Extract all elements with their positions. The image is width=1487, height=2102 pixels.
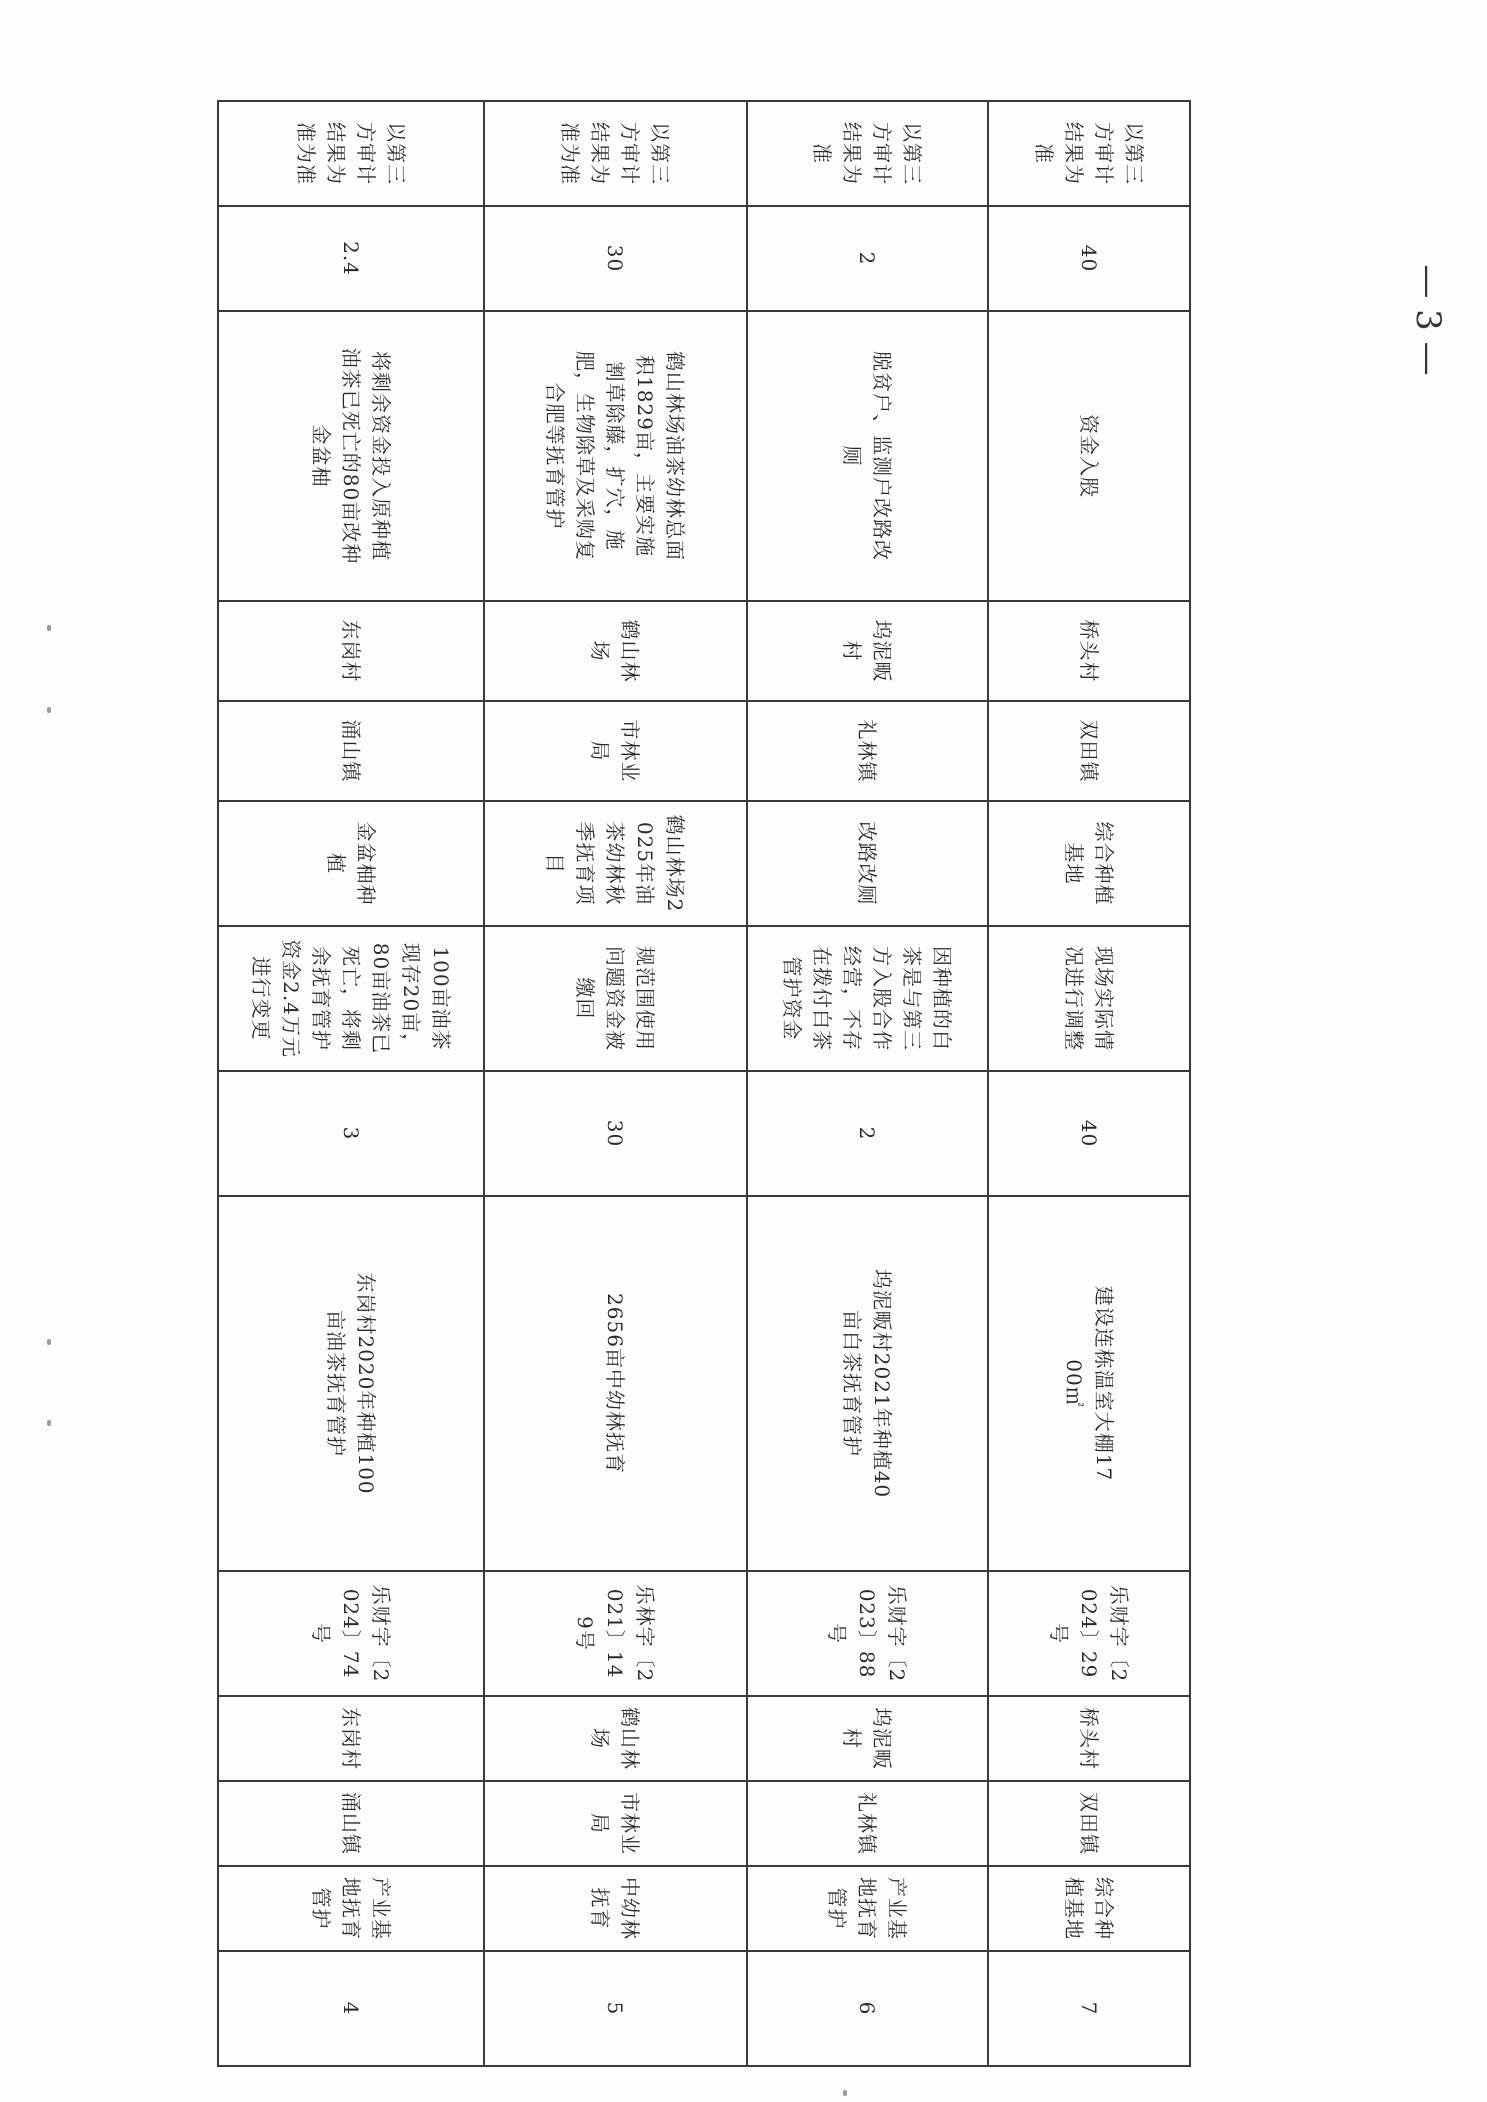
row-new-content-text: 资金入股 bbox=[1077, 414, 1101, 498]
row-town-text: 礼林镇 bbox=[855, 1792, 880, 1855]
row-amount-text: 3 bbox=[339, 1126, 363, 1141]
row-new-village bbox=[484, 601, 747, 701]
row-amount-text: 30 bbox=[603, 1119, 628, 1148]
row-no bbox=[747, 1951, 988, 2066]
row-town-text: 市林业局 bbox=[588, 1792, 643, 1855]
row-amount-text: 2 bbox=[855, 1126, 880, 1141]
row-new-village bbox=[747, 601, 988, 701]
row-doc-no-text: 乐财字〔2024〕29号 bbox=[1047, 1584, 1131, 1683]
row-new-town bbox=[747, 701, 988, 801]
row-town bbox=[988, 1781, 1190, 1866]
row-new-village-text: 东岗村 bbox=[339, 619, 363, 683]
row-new-amount bbox=[747, 206, 988, 311]
row-new-amount-text: 40 bbox=[1077, 244, 1101, 273]
row-amount bbox=[747, 1071, 988, 1196]
row-doc-no bbox=[988, 1571, 1190, 1696]
row-new-town-text: 涌山镇 bbox=[339, 719, 363, 783]
rotated-table-wrapper bbox=[219, 100, 1191, 2065]
row-town-text: 双田镇 bbox=[1077, 1792, 1101, 1855]
row-new-content-text: 脱贫户、监测户改路改厕 bbox=[840, 351, 895, 561]
scan-speck bbox=[47, 1420, 51, 1426]
row-no bbox=[484, 1951, 747, 2066]
row-remark-text: 以第三方审计结果为准为准 bbox=[294, 122, 408, 185]
row-new-town bbox=[218, 701, 484, 801]
row-new-town-text: 礼林镇 bbox=[855, 719, 880, 783]
row-remark-text: 以第三方审计结果为准为准 bbox=[558, 122, 673, 185]
row-reason bbox=[988, 926, 1190, 1071]
row-new-amount bbox=[484, 206, 747, 311]
row-reason bbox=[484, 926, 747, 1071]
row-new-amount-text: 2 bbox=[855, 251, 880, 266]
row-new-content-text: 鹤山林场油茶幼林总面积1829亩，主要实施割草除藤，扩穴，施肥，生物除草及采购复合肥等抚育管护 bbox=[543, 351, 688, 561]
page-number: — 3 — bbox=[1408, 264, 1448, 376]
row-no-text: 6 bbox=[855, 2001, 880, 2016]
row-village bbox=[218, 1696, 484, 1781]
row-new-content-text: 将剩余资金投入原种植油茶已死亡的80亩改种金盆柚 bbox=[309, 347, 393, 565]
row-village-text: 坞泥畈村 bbox=[840, 1707, 895, 1770]
row-village-text: 桥头村 bbox=[1077, 1707, 1101, 1770]
row-new-village-text: 坞泥畈村 bbox=[840, 619, 895, 683]
row-town-text: 涌山镇 bbox=[339, 1792, 363, 1855]
row-type bbox=[988, 1866, 1190, 1951]
row-content-text: 东岗村2020年种植100亩油茶抚育管护 bbox=[324, 1272, 378, 1495]
row-remark bbox=[484, 101, 747, 206]
row-reason-text: 100亩油茶现存20亩，80亩油茶已死亡，将剩余抚育管护资金2.4万元进行变更 bbox=[249, 939, 453, 1058]
row-town bbox=[747, 1781, 988, 1866]
row-remark bbox=[988, 101, 1190, 206]
project-adjustment-table bbox=[217, 100, 1191, 2067]
table-row bbox=[747, 101, 988, 2066]
row-no-text: 4 bbox=[339, 2001, 363, 2016]
row-type bbox=[484, 1866, 747, 1951]
row-new-amount-text: 30 bbox=[603, 244, 628, 273]
row-new-project bbox=[484, 801, 747, 926]
row-no-text: 7 bbox=[1077, 2001, 1101, 2016]
row-new-project bbox=[218, 801, 484, 926]
row-new-amount bbox=[988, 206, 1190, 311]
scan-speck bbox=[47, 1339, 51, 1345]
row-amount-text: 40 bbox=[1077, 1119, 1101, 1148]
row-content bbox=[988, 1196, 1190, 1571]
row-town bbox=[484, 1781, 747, 1866]
row-new-village bbox=[218, 601, 484, 701]
row-content-text: 2656亩中幼林抚育 bbox=[603, 1293, 628, 1474]
row-new-content bbox=[988, 311, 1190, 601]
row-reason-text: 因种植的白茶是与第三方入股合作经营，不存在拨付白茶管护资金 bbox=[780, 946, 955, 1051]
row-new-project-text: 综合种植基地 bbox=[1062, 821, 1116, 906]
row-content bbox=[484, 1196, 747, 1571]
row-village-text: 鹤山林场 bbox=[588, 1707, 643, 1770]
row-new-project bbox=[988, 801, 1190, 926]
row-content-text: 坞泥畈村2021年种植40亩白茶抚育管护 bbox=[840, 1268, 895, 1499]
scan-speck bbox=[843, 2090, 847, 2096]
row-type bbox=[747, 1866, 988, 1951]
row-reason bbox=[747, 926, 988, 1071]
table-row bbox=[988, 101, 1190, 2066]
scan-speck bbox=[47, 625, 51, 631]
row-doc-no bbox=[218, 1571, 484, 1696]
row-new-village-text: 桥头村 bbox=[1077, 619, 1101, 683]
table-row bbox=[218, 101, 484, 2066]
row-new-project-text: 金盆柚种植 bbox=[324, 821, 378, 906]
row-type-text: 产业基地抚育管护 bbox=[825, 1877, 910, 1940]
row-no bbox=[988, 1951, 1190, 2066]
row-doc-no-text: 乐财字〔2023〕88号 bbox=[825, 1584, 910, 1683]
row-no-text: 5 bbox=[603, 2001, 628, 2016]
row-village bbox=[988, 1696, 1190, 1781]
row-reason bbox=[218, 926, 484, 1071]
row-remark bbox=[747, 101, 988, 206]
row-remark-text: 以第三方审计结果为准 bbox=[1032, 122, 1146, 185]
row-village-text: 东岗村 bbox=[339, 1707, 363, 1770]
row-reason-text: 现场实际情况进行调整 bbox=[1062, 946, 1116, 1051]
table-row bbox=[484, 101, 747, 2066]
row-new-content bbox=[218, 311, 484, 601]
row-village bbox=[484, 1696, 747, 1781]
row-remark bbox=[218, 101, 484, 206]
row-new-amount-text: 2.4 bbox=[339, 241, 363, 276]
row-new-content bbox=[747, 311, 988, 601]
row-no bbox=[218, 1951, 484, 2066]
row-new-project bbox=[747, 801, 988, 926]
row-new-village-text: 鹤山林场 bbox=[588, 619, 643, 683]
row-new-project-text: 鹤山林场2025年油茶幼林秋季抚育项目 bbox=[543, 814, 688, 913]
row-new-town bbox=[484, 701, 747, 801]
row-type-text: 中幼林抚育 bbox=[588, 1877, 643, 1940]
row-new-village bbox=[988, 601, 1190, 701]
row-type-text: 产业基地抚育管护 bbox=[309, 1877, 393, 1940]
row-new-project-text: 改路改厕 bbox=[855, 821, 880, 906]
row-new-amount bbox=[218, 206, 484, 311]
row-new-town-text: 市林业局 bbox=[588, 719, 643, 783]
row-content-text: 建设连栋温室大棚1700㎡ bbox=[1062, 1285, 1116, 1482]
scan-speck bbox=[47, 707, 51, 713]
row-amount bbox=[988, 1071, 1190, 1196]
row-doc-no-text: 乐财字〔2024〕74号 bbox=[309, 1584, 393, 1683]
table-body bbox=[218, 101, 1190, 2066]
row-town bbox=[218, 1781, 484, 1866]
row-content bbox=[218, 1196, 484, 1571]
row-amount bbox=[218, 1071, 484, 1196]
row-type-text: 综合种植基地 bbox=[1062, 1877, 1116, 1940]
row-new-town-text: 双田镇 bbox=[1077, 719, 1101, 783]
row-amount bbox=[484, 1071, 747, 1196]
row-reason-text: 规范围使用问题资金被缴回 bbox=[573, 946, 658, 1051]
row-doc-no-text: 乐林字〔2021〕149号 bbox=[573, 1584, 658, 1683]
row-content bbox=[747, 1196, 988, 1571]
row-new-content bbox=[484, 311, 747, 601]
row-doc-no bbox=[484, 1571, 747, 1696]
row-type bbox=[218, 1866, 484, 1951]
row-doc-no bbox=[747, 1571, 988, 1696]
row-new-town bbox=[988, 701, 1190, 801]
row-remark-text: 以第三方审计结果为准 bbox=[810, 122, 925, 185]
row-village bbox=[747, 1696, 988, 1781]
